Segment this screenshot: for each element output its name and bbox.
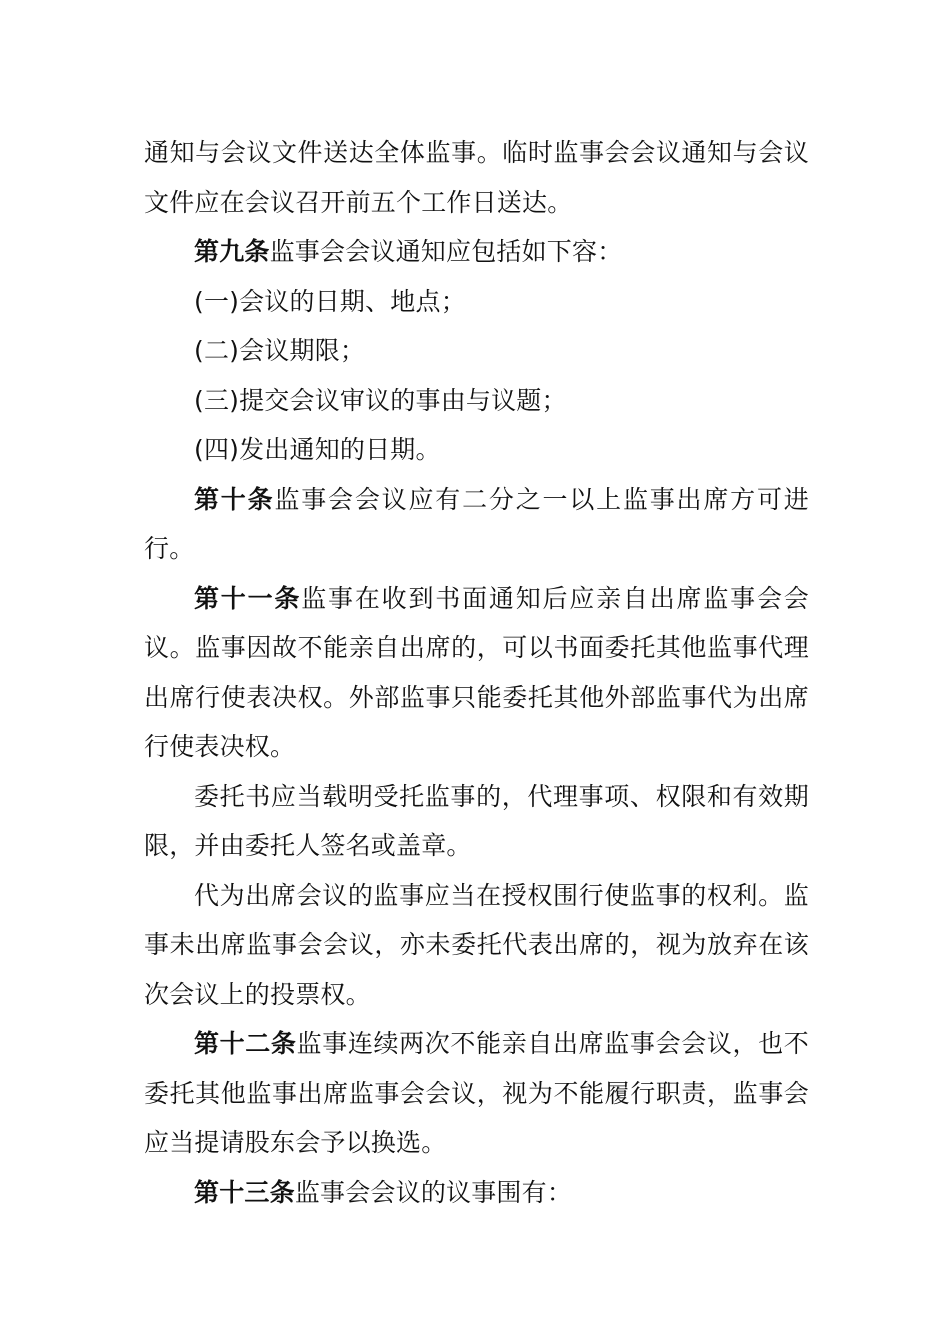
article-13 xyxy=(144,1168,809,1218)
paragraph-text: 监事连续两次不能亲自出席监事会会议，也不委托其他监事出席监事会会议，视为不能履行职责，监事会应当提请股东会予以换选。 xyxy=(144,1029,809,1157)
list-item-4 xyxy=(144,425,809,475)
article-number: 第十条 xyxy=(194,484,275,514)
paragraph-text: (四)发出通知的日期。 xyxy=(194,435,441,464)
paragraph-text: 监事在收到书面通知后应亲自出席监事会会议。监事因故不能亲自出席的，可以书面委托其他监事代理出席行使表决权。外部监事只能委托其他外部监事代为出席行使表决权。 xyxy=(144,583,809,761)
article-number: 第十二条 xyxy=(194,1029,297,1058)
paragraph-text: (二)会议期限； xyxy=(194,336,366,365)
list-item-2 xyxy=(144,326,809,376)
paragraph-text: (一)会议的日期、地点； xyxy=(194,286,466,316)
article-number: 第九条 xyxy=(194,237,270,266)
article-number: 第十三条 xyxy=(194,1177,295,1207)
paragraph-proxy-rights xyxy=(144,871,809,1020)
paragraph-text: 通知与会议文件送达全体监事。临时监事会会议通知与会议文件应在会议召开前五个工作日送达。 xyxy=(144,138,809,217)
list-item-3 xyxy=(144,376,809,426)
paragraph-text: 监事会会议的议事围有： xyxy=(294,1177,573,1207)
article-10 xyxy=(144,475,809,574)
paragraph-text: 监事会会议通知应包括如下容： xyxy=(269,237,623,266)
article-11 xyxy=(144,574,809,772)
paragraph-continuation xyxy=(144,128,809,227)
article-number: 第十一条 xyxy=(194,583,302,613)
paragraph-text: 代为出席会议的监事应当在授权围行使监事的权利。监事未出席监事会会议，亦未委托代表出席的，视为放弃在该次会议上的投票权。 xyxy=(144,880,809,1009)
paragraph-text: 监事会会议应有二分之一以上监事出席方可进行。 xyxy=(144,484,809,563)
list-item-1 xyxy=(144,277,809,327)
paragraph-text: (三)提交会议审议的事由与议题； xyxy=(194,385,567,415)
paragraph-text: 委托书应当载明受托监事的，代理事项、权限和有效期限，并由委托人签名或盖章。 xyxy=(144,781,809,860)
article-12 xyxy=(144,1019,809,1168)
document-page xyxy=(144,128,809,1217)
article-9 xyxy=(144,227,809,277)
paragraph-proxy-letter xyxy=(144,772,809,871)
